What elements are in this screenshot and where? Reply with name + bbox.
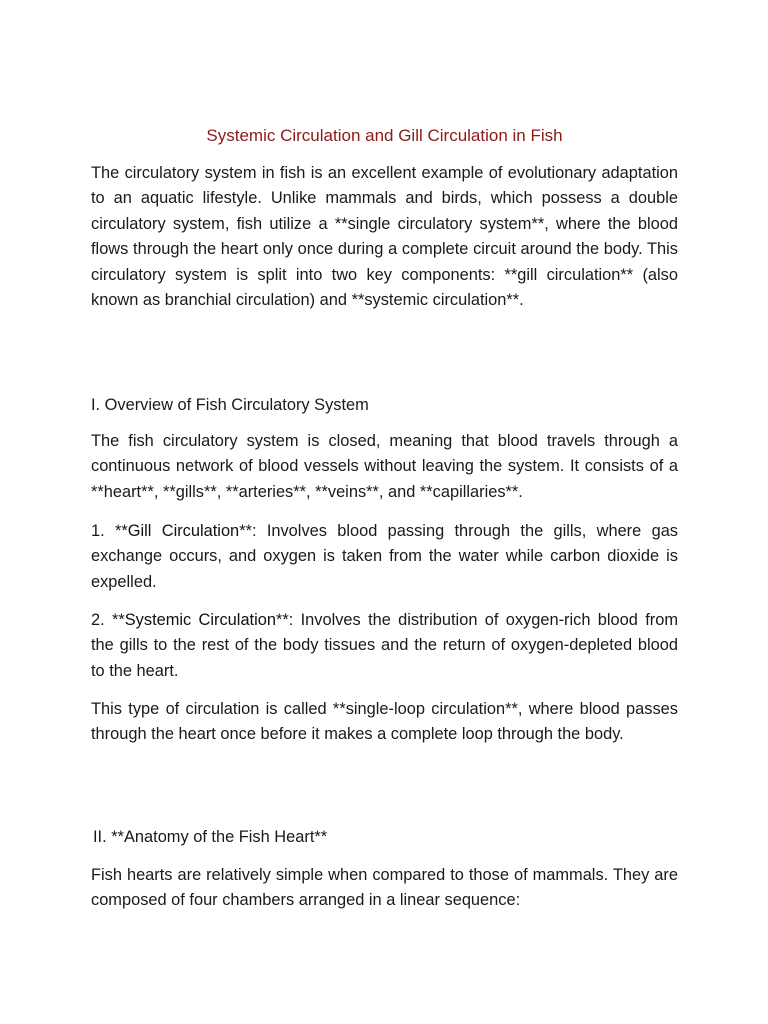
systemic-item-text: **: Involves the distribution of oxygen-rich blood from the gills to the rest of the body tissues and the return of oxygen-depleted blood to the heart. (91, 611, 678, 680)
document-title: Systemic Circulation and Gill Circulation in Fish (206, 126, 563, 145)
systemic-item-term: Systemic Circulation (124, 611, 276, 629)
systemic-item-prefix: 2. ** (91, 611, 125, 629)
gill-item-prefix: 1. ** (91, 522, 128, 540)
section-2-heading: II. **Anatomy of the Fish Heart** (93, 828, 328, 846)
section-1-paragraph: The fish circulatory system is closed, meaning that blood travels through a continuous network of blood vessels without leaving the system. It consists of a **heart**, **gills**, **arteries**, **veins**, and **capillaries**. (91, 432, 678, 501)
gill-item-term: Gill Circulation (127, 522, 240, 540)
section-2-paragraph: Fish hearts are relatively simple when compared to those of mammals. They are composed of four chambers arranged in a linear sequence: (91, 866, 678, 910)
gill-item-text: **: Involves blood passing through the gills, where gas exchange occurs, and oxygen is taken from the water while carbon dioxide is expelled. (91, 522, 679, 591)
intro-paragraph: The circulatory system in fish is an excellent example of evolutionary adaptation to an aquatic lifestyle. Unlike mammals and birds, which possess a double circulatory system, fish utilize a **single circulatory system**, where the blood flows through the heart only once during a complete circuit around the body. This circulatory system is split into two key components: **gill circulation** (also known as branchial circulation) and **systemic circulation**. (91, 164, 678, 310)
section-1-heading: I. Overview of Fish Circulatory System (91, 396, 369, 414)
gill-circulation-item (91, 519, 678, 595)
single-loop-paragraph: This type of circulation is called **single-loop circulation**, where blood passes through the heart once before it makes a complete loop through the body. (91, 700, 678, 744)
systemic-circulation-item (91, 608, 678, 684)
